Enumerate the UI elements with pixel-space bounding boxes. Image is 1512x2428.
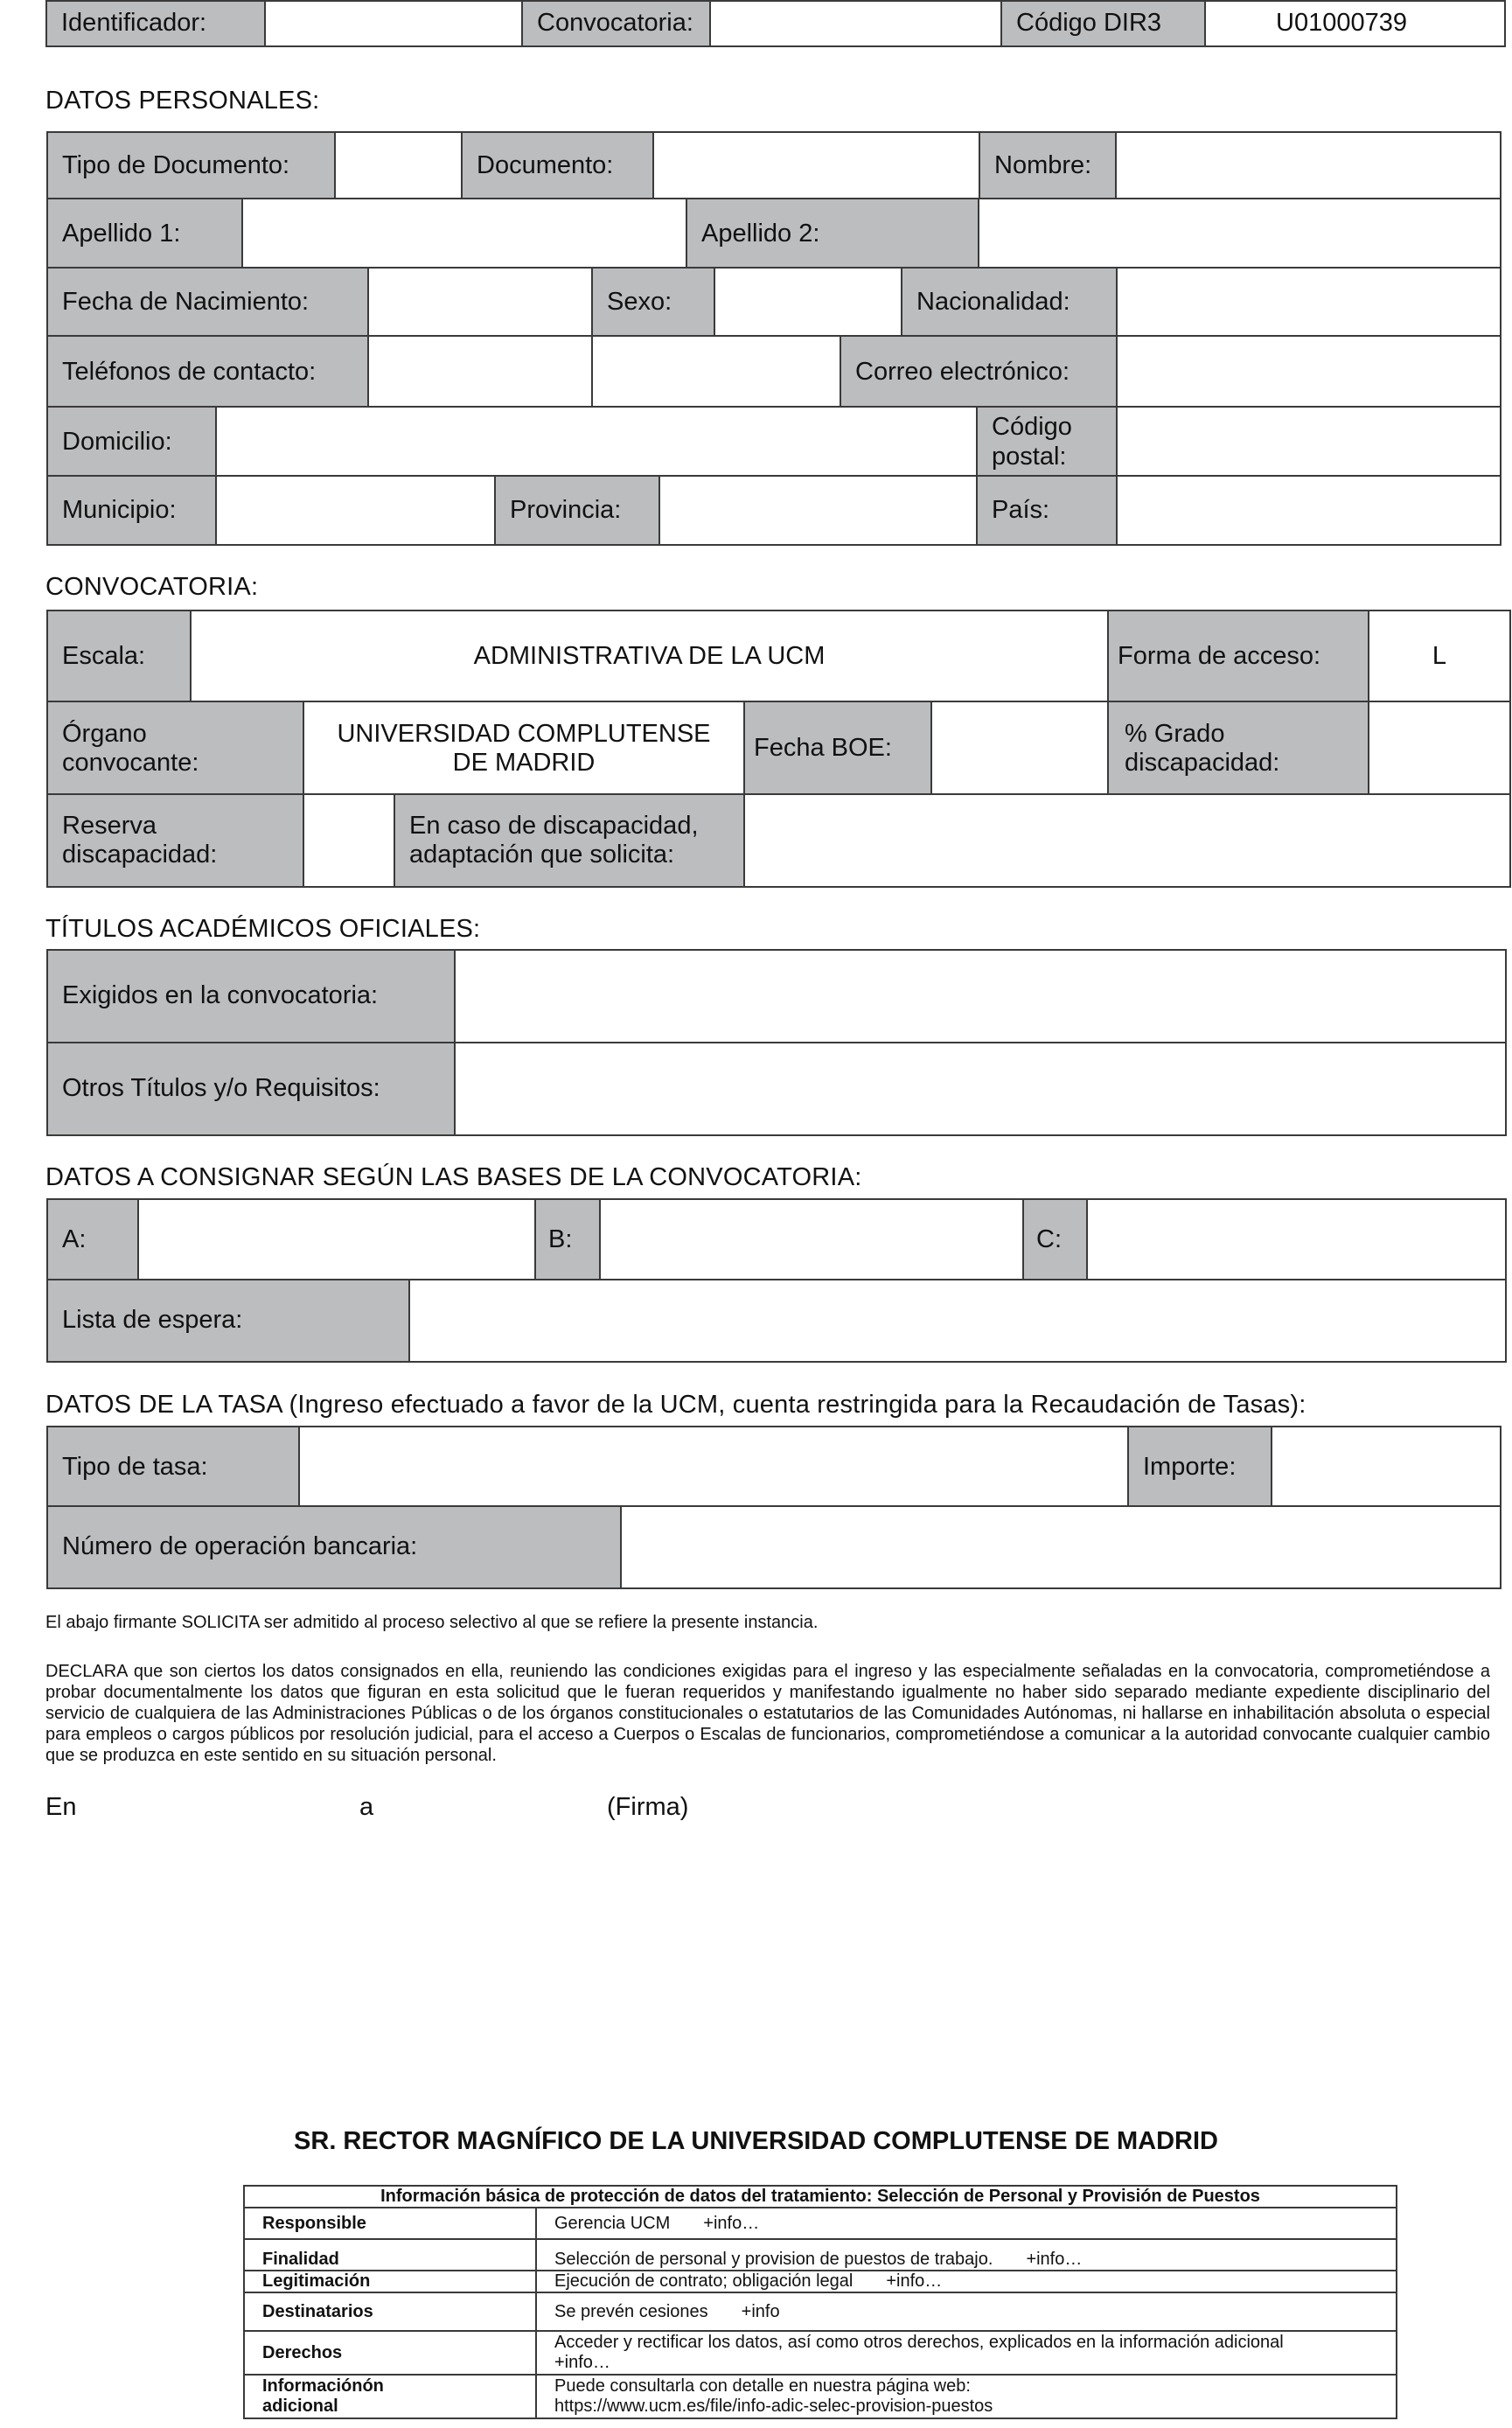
dir3-label: Código DIR3 [1001,1,1205,46]
campo-a-field[interactable] [138,1199,535,1281]
pd-key-line-1: Informaciónón [262,2376,384,2396]
pd-key: Legitimación [244,2271,536,2292]
section-title-titulos: TÍTULOS ACADÉMICOS OFICIALES: [45,915,481,943]
bases-row-1 [46,1198,1507,1282]
tipo-tasa-label: Tipo de tasa: [47,1427,299,1508]
escala-value: ADMINISTRATIVA DE LA UCM [191,610,1108,703]
grado-discapacidad-label [1108,701,1369,796]
apellido1-label: Apellido 1: [47,199,242,269]
nacionalidad-label: Nacionalidad: [902,268,1117,338]
numero-operacion-field[interactable] [621,1506,1501,1588]
table-row [244,2331,1397,2375]
bases-row-2 [46,1279,1507,1363]
table-row [244,2208,1397,2239]
fecha-boe-label: Fecha BOE: [744,701,931,796]
forma-acceso-label: Forma de acceso: [1108,610,1369,703]
municipio-label: Municipio: [47,476,216,545]
data-protection-table [243,2185,1397,2419]
provincia-label: Provincia: [495,476,659,545]
municipio-field[interactable] [216,476,495,545]
organo-line-1: UNIVERSIDAD COMPLUTENSE [337,719,711,748]
personal-row-5 [46,406,1502,478]
info-link[interactable]: +info… [703,2213,760,2233]
escala-label: Escala: [47,610,191,703]
lugar-label: En [45,1793,77,1821]
nombre-field[interactable] [1116,132,1501,200]
personal-row-1 [46,131,1502,201]
reserva-line-2: discapacidad: [62,841,218,869]
campo-c-field[interactable] [1087,1199,1506,1281]
pd-key: Responsible [244,2208,536,2239]
domicilio-label: Domicilio: [47,407,216,478]
table-row [244,2271,1397,2292]
pd-key [244,2239,536,2271]
adaptacion-label [394,794,744,887]
lista-espera-label: Lista de espera: [47,1280,409,1362]
sexo-field[interactable] [714,268,902,338]
firma-label: (Firma) [607,1793,689,1821]
codigo-postal-field[interactable] [1117,407,1501,478]
convocatoria-row-2 [46,701,1511,797]
pd-value [536,2271,1397,2292]
pd-value [536,2375,1397,2418]
pd-value-text: Selección de personal y provision de puestos de trabajo. [554,2250,993,2269]
convocatoria-label: Convocatoria: [522,1,710,46]
pd-value-text: Puede consultarla con detalle en nuestra página web: [554,2376,971,2396]
section-title-bases: DATOS A CONSIGNAR SEGÚN LAS BASES DE LA CONVOCATORIA: [45,1163,862,1191]
personal-row-4 [46,335,1502,409]
pd-value [536,2331,1397,2375]
correo-field[interactable] [1117,336,1501,408]
addressee: SR. RECTOR MAGNÍFICO DE LA UNIVERSIDAD COMPLUTENSE DE MADRID [294,2127,1218,2155]
pd-value-text: Gerencia UCM [554,2213,671,2233]
table-row [244,2375,1397,2418]
campo-b-label: B: [535,1199,600,1281]
table-row [244,2239,1397,2271]
convocatoria-row-1 [46,610,1511,704]
table-row [244,2292,1397,2331]
info-link[interactable]: +info [741,2301,780,2321]
sexo-label: Sexo: [592,268,714,338]
adaptacion-line-2: adaptación que solicita: [409,841,675,869]
info-link[interactable]: +info… [886,2271,943,2291]
nombre-label: Nombre: [979,132,1116,200]
codigo-postal-label: Código postal: [977,407,1117,478]
forma-acceso-value: L [1369,610,1510,703]
convocatoria-field[interactable] [710,1,1001,46]
tipo-tasa-field[interactable] [299,1427,1128,1508]
telefono-2-field[interactable] [592,336,840,408]
pd-value [536,2239,1397,2271]
reserva-discapacidad-field[interactable] [303,794,394,887]
apellido2-label: Apellido 2: [686,199,979,269]
info-link[interactable]: +info… [1026,2250,1083,2269]
pd-key-text: Finalidad [262,2250,339,2269]
personal-row-2 [46,198,1502,270]
importe-label: Importe: [1128,1427,1272,1508]
identificador-field[interactable] [265,1,522,46]
campo-b-field[interactable] [600,1199,1023,1281]
apellido2-field[interactable] [979,199,1501,269]
documento-label: Documento: [462,132,653,200]
info-link[interactable]: +info… [554,2353,610,2372]
section-title-tasa: DATOS DE LA TASA (Ingreso efectuado a favor de la UCM, cuenta restringida para la Recaudación de Tasas): [45,1391,1306,1419]
website-link[interactable]: https://www.ucm.es/file/info-adic-selec-provision-puestos [554,2397,993,2416]
fecha-nacimiento-label: Fecha de Nacimiento: [47,268,368,338]
fecha-nacimiento-field[interactable] [368,268,592,338]
titulos-exigidos-label: Exigidos en la convocatoria: [47,950,455,1043]
tipo-documento-label: Tipo de Documento: [47,132,335,200]
telefono-1-field[interactable] [368,336,592,408]
header-table [45,0,1506,47]
provincia-field[interactable] [659,476,977,545]
pd-key: Destinatarios [244,2292,536,2331]
correo-label: Correo electrónico: [840,336,1117,408]
grado-line-2: discapacidad: [1125,749,1280,777]
pd-value-text: Acceder y rectificar los datos, así como otros derechos, explicados en la información adicional [554,2333,1284,2352]
fecha-boe-field[interactable] [931,701,1108,796]
pd-key-line-2: adicional [262,2397,338,2416]
tipo-documento-field[interactable] [335,132,462,200]
organo-convocante-label: Órgano convocante: [47,701,303,796]
numero-operacion-label: Número de operación bancaria: [47,1506,621,1588]
reserva-discapacidad-label [47,794,303,887]
fecha-label: a [359,1793,374,1821]
pd-value [536,2208,1397,2239]
pd-value-text: Ejecución de contrato; obligación legal [554,2271,854,2291]
pd-value-text: Se prevén cesiones [554,2301,708,2321]
solicita-paragraph: El abajo firmante SOLICITA ser admitido al proceso selectivo al que se refiere la presente instancia. [45,1613,819,1632]
section-title-convocatoria: CONVOCATORIA: [45,573,259,601]
pais-field[interactable] [1117,476,1501,545]
grado-discapacidad-field[interactable] [1369,701,1510,796]
data-protection-heading: Información básica de protección de datos del tratamiento: Selección de Personal y Provisión de Puestos [244,2186,1397,2208]
pd-value [536,2292,1397,2331]
telefonos-label: Teléfonos de contacto: [47,336,368,408]
importe-field[interactable] [1272,1427,1501,1508]
domicilio-field[interactable] [216,407,977,478]
titulos-otros-field[interactable] [455,1043,1506,1135]
nacionalidad-field[interactable] [1117,268,1501,338]
pais-label: País: [977,476,1117,545]
personal-row-3 [46,267,1502,338]
titulos-exigidos-field[interactable] [455,950,1506,1043]
declara-paragraph: DECLARA que son ciertos los datos consignados en ella, reuniendo las condiciones exigidas para el ingreso y las especialmente señaladas en la convocatoria, comprometiéndose a probar documentalmente los datos que figuran en esta solicitud que le fueran requeridos y manifestando igualmente no haber sido separado mediante expediente disciplinario del servicio de cualquiera de las Administraciones Públicas o de los órganos constitucionales o estatutarios de las Comunidades Autónomas, ni hallarse en inhabilitación absoluta o especial para empleos o cargos públicos por resolución judicial, para el acceso a Cuerpos o Escalas de funcionarios, comprometiéndose a comunicar a la autoridad convocante cualquier cambio que se produzca en este sentido en su situación personal. [45,1662,1490,1765]
organo-line-2: DE MADRID [452,749,596,777]
titulos-table [46,949,1507,1136]
campo-c-label: C: [1023,1199,1087,1281]
apellido1-field[interactable] [242,199,686,269]
tasa-row-1 [46,1426,1502,1509]
dir3-value: U01000739 [1205,1,1505,46]
reserva-line-1: Reserva [62,811,157,840]
convocatoria-row-3 [46,793,1511,888]
pd-key [244,2375,536,2418]
adaptacion-line-1: En caso de discapacidad, [409,811,699,840]
lista-espera-field[interactable] [409,1280,1506,1362]
adaptacion-field[interactable] [744,794,1510,887]
campo-a-label: A: [47,1199,138,1281]
grado-line-1: % Grado [1125,719,1225,748]
organo-convocante-value [303,701,744,796]
documento-field[interactable] [653,132,979,200]
personal-row-6 [46,475,1502,546]
identificador-label: Identificador: [46,1,265,46]
titulos-otros-label: Otros Títulos y/o Requisitos: [47,1043,455,1135]
pd-key: Derechos [244,2331,536,2375]
tasa-row-2 [46,1505,1502,1589]
section-title-personal: DATOS PERSONALES: [45,87,320,115]
